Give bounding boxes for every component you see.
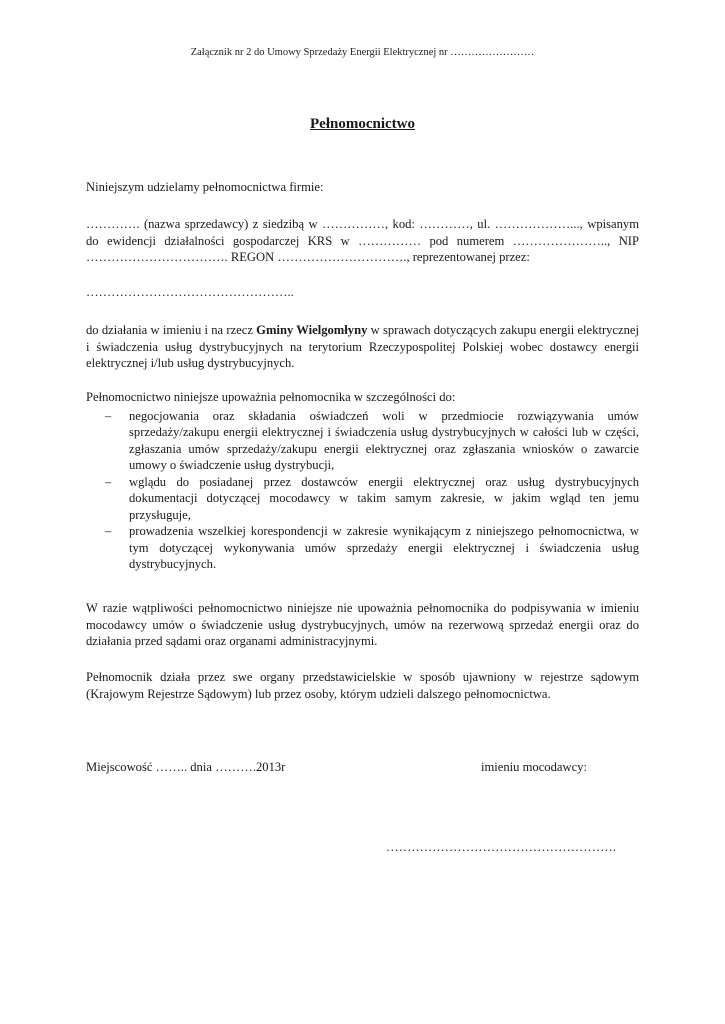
attachment-header-note: Załącznik nr 2 do Umowy Sprzedaży Energii Elektrycznej nr …………………… (190, 47, 535, 58)
scope-text-before: do działania w imieniu i na rzecz (86, 323, 257, 337)
bullet-dash: – (105, 408, 112, 423)
organ-clause-paragraph: Pełnomocnik działa przez swe organy przedstawicielskie w sposób ujawniony w rejestrze sądowym (Krajowym Rejestrze Sądowym) lub przez osoby, którym udzieli dalszego pełnomocnictwa. (86, 670, 639, 701)
list-item-text: negocjowania oraz składania oświadczeń woli w przedmiocie rozwiązywania umów sprzedaży/zakupu energii elektrycznej i świadczenia usług dystrybucyjnych w całości lub w części, zgłaszania umów sprzedaży/zakupu energii elektrycznej oraz zgłaszania wniosków o zawarcie umowy o świadczenie usług dystrybucji, (129, 408, 639, 472)
list-item-text: prowadzenia wszelkiej korespondencji w zakresie wynikającym z niniejszego pełnomocnictwa, w tym dotyczącej wykonywania umów sprzedaży energii elektrycznej i świadczenia usług dystrybucyjnych. (129, 524, 639, 571)
representative-dots: ………………………………………….. (86, 285, 294, 299)
firm-details-paragraph: …………. (nazwa sprzedawcy) z siedzibą w ……………, kod: …………, ul. ………………..., wpisanym do ewidencji działalności gospodarczej KRS w …………… pod numerem ………………….., NIP ……………………………. REGON …………………………., reprezentowanej przez: (86, 217, 639, 264)
authorization-list (86, 408, 639, 573)
list-item (86, 408, 639, 474)
signature-line: ………………………………………………. (386, 840, 616, 854)
bullet-dash: – (105, 474, 112, 489)
list-item (86, 474, 639, 524)
scope-text-after: w sprawach dotyczących zakupu energii elektrycznej i świadczenia usług dystrybucyjnych na terytorium Rzeczypospolitej Polskiej wobec dostawcy energii elektrycznej i/lub usług dystrybucyjnych. (86, 323, 639, 370)
document-title: Pełnomocnictwo (310, 116, 415, 132)
intro-paragraph: Niniejszym udzielamy pełnomocnictwa firmie: (86, 180, 324, 194)
municipality-name: Gminy Wielgomłyny (256, 323, 368, 337)
scope-paragraph (86, 322, 639, 372)
doubt-clause-paragraph: W razie wątpliwości pełnomocnictwo niniejsze nie upoważnia pełnomocnika do podpisywania w imieniu mocodawcy umów o świadczenie usług dystrybucyjnych, umów na rezerwową sprzedaż energii oraz do działania przed sądami oraz organami administracyjnymi. (86, 601, 639, 648)
authorization-section (86, 389, 639, 573)
list-item (86, 523, 639, 573)
place-date: Miejscowość …….. dnia ……….2013r (86, 760, 286, 774)
list-item-text: wglądu do posiadanej przez dostawców energii elektrycznej oraz usług dystrybucyjnych dokumentacji dotyczącej mocodawcy w takim samym zakresie, w jakim wgląd ten jemu przysługuje, (129, 474, 639, 522)
authorization-lead: Pełnomocnictwo niniejsze upoważnia pełnomocnika w szczególności do: (86, 390, 456, 404)
signature-label: imieniu mocodawcy: (481, 760, 587, 774)
bullet-dash: – (105, 524, 112, 538)
